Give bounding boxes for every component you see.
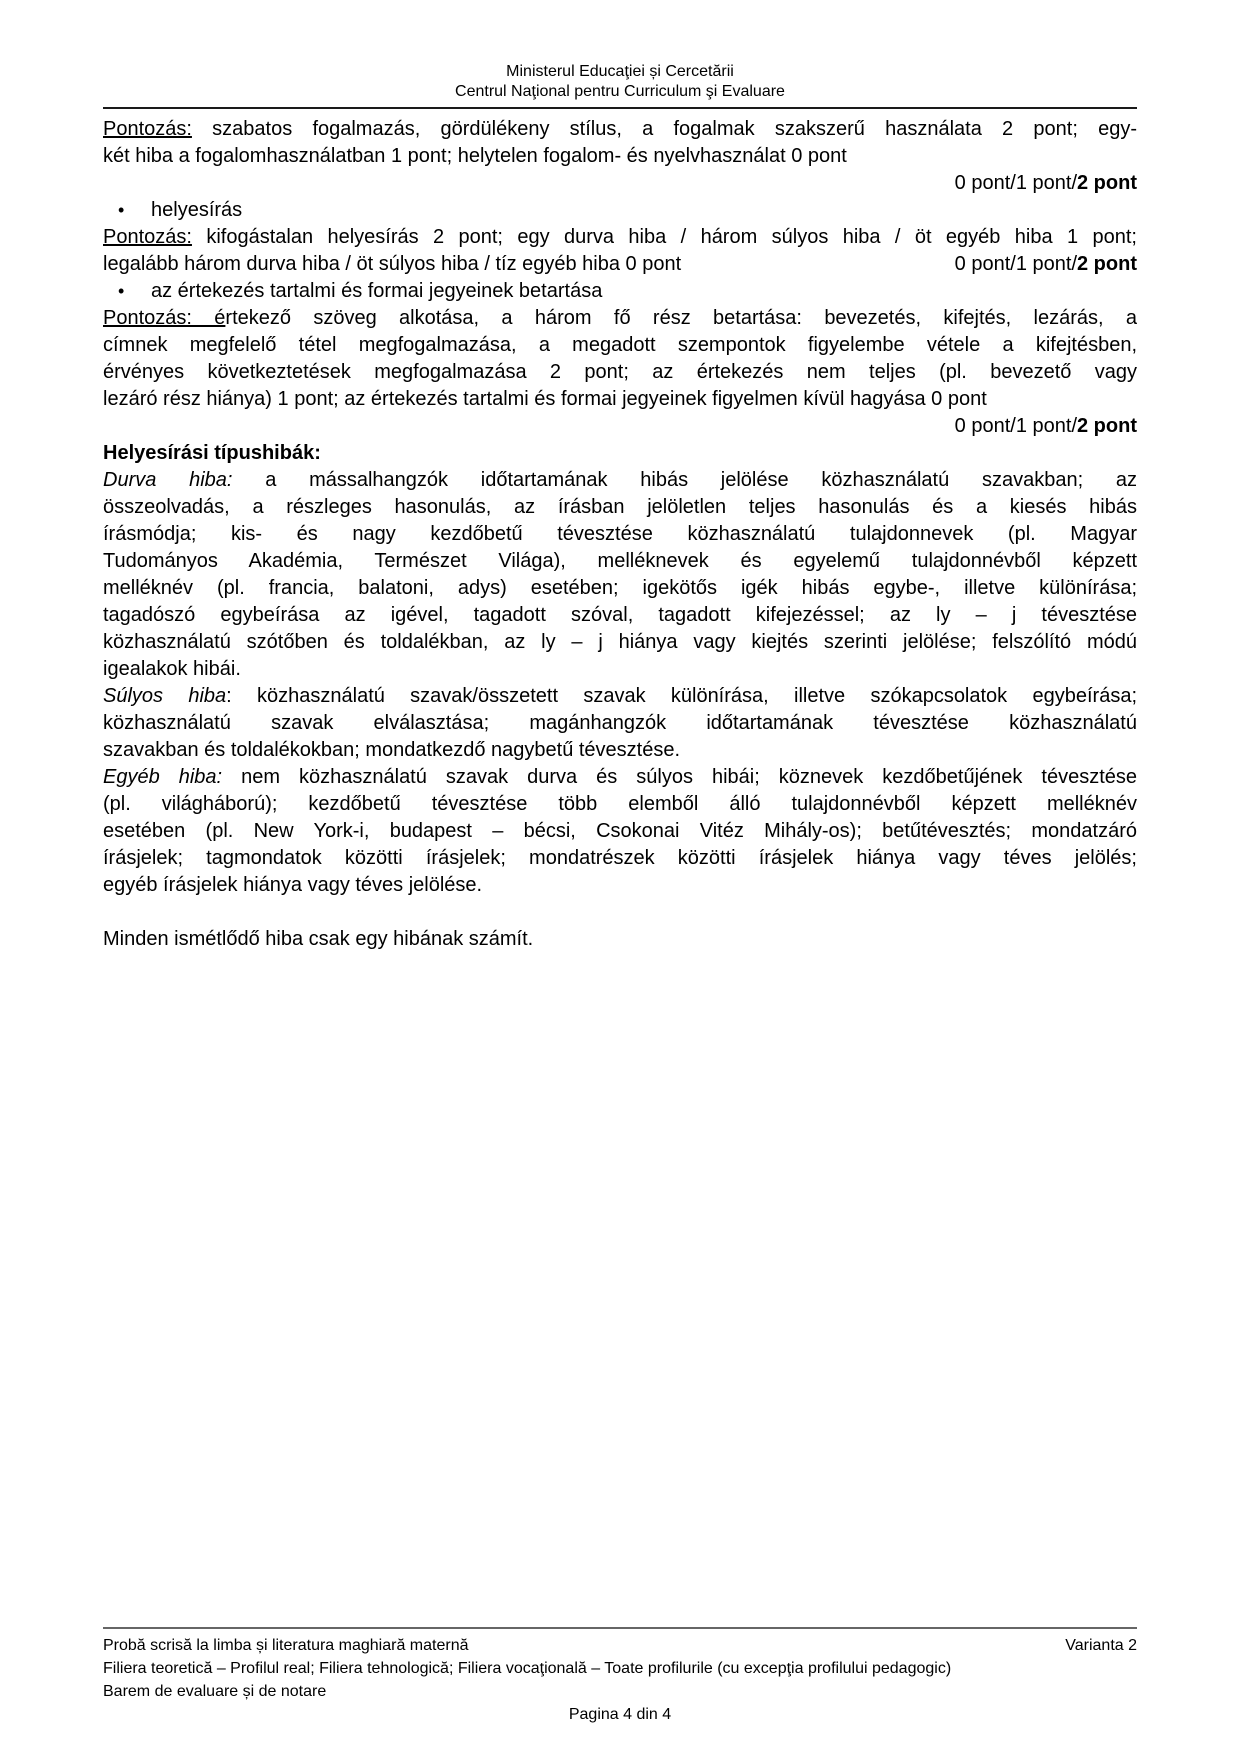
text-line — [103, 332, 1137, 359]
bullet-icon: • — [118, 281, 125, 301]
text-line — [103, 386, 1137, 413]
text-line — [103, 251, 1137, 278]
text-line — [103, 872, 1137, 899]
text-segment: írásmódja; kis- és nagy kezdőbetű tévesztése közhasználatú tulajdonnevek (pl. Magyar — [103, 523, 1137, 545]
page-header — [103, 0, 1137, 102]
page-content — [103, 0, 1137, 953]
text-segment: Súlyos hiba — [103, 685, 227, 707]
barem-line: Barem de evaluare și de notare — [103, 1683, 327, 1700]
filiera-line: Filiera teoretică – Profilul real; Filiera tehnologică; Filiera vocaţională – Toate profilurile (cu excepţia profilului pedagogic) — [103, 1660, 952, 1677]
text-segment: összeolvadás, a részleges hasonulás, az írásban jelöletlen teljes hasonulás és a kiesés hibás — [103, 496, 1137, 518]
text-line — [103, 494, 1137, 521]
text-line — [103, 710, 1137, 737]
text-line — [103, 305, 1137, 332]
text-segment: melléknév (pl. francia, balatoni, adys) esetében; igekötős igék hibás egybe-, illetve különírása; — [103, 577, 1137, 599]
score-line — [103, 413, 1137, 440]
text-line — [103, 224, 1137, 251]
text-segment: közhasználatú szótőben és toldalékban, az ly – j hiánya vagy kiejtés szerinti jelölése; felszólító módú — [103, 631, 1137, 653]
text-line — [103, 791, 1137, 818]
blank-line — [103, 899, 1137, 926]
text-segment: 2 pont — [1077, 172, 1137, 194]
text-segment: Durva hiba: — [103, 469, 233, 491]
bullet-line — [103, 197, 1137, 224]
exam-title: Probă scrisă la limba și literatura maghiară maternă — [103, 1637, 469, 1654]
text-line — [103, 818, 1137, 845]
text-line — [103, 440, 1137, 467]
footer-title-row — [103, 1634, 1137, 1657]
text-segment: szavakban és toldalékokban; mondatkezdő nagybetű tévesztése. — [103, 739, 681, 761]
text-segment: 0 pont/1 pont/ — [954, 172, 1077, 194]
bullet-icon: • — [118, 200, 125, 220]
text-segment: rtekező szöveg alkotása, a három fő rész betartása: bevezetés, kifejtés, lezárás, a — [225, 307, 1138, 329]
text-line — [103, 656, 1137, 683]
text-line — [103, 521, 1137, 548]
bullet-line — [103, 278, 1137, 305]
text-segment: érvényes következtetések megfogalmazása 2 pont; az értekezés nem teljes (pl. bevezető vagy — [103, 361, 1137, 383]
page-number: Pagina 4 din 4 — [568, 1706, 672, 1723]
text-line — [103, 143, 1137, 170]
text-segment: Pontozás: é — [103, 307, 226, 329]
text-segment: egyéb írásjelek hiánya vagy téves jelölése. — [103, 874, 483, 896]
text-segment: igealakok hibái. — [103, 658, 241, 680]
text-segment: 2 pont — [1077, 253, 1137, 275]
text-segment: 0 pont/1 pont/ — [954, 415, 1077, 437]
text-line — [103, 548, 1137, 575]
text-segment: nem közhasználatú szavak durva és súlyos hibái; köznevek kezdőbetűjének tévesztése — [222, 766, 1137, 788]
text-line — [103, 467, 1137, 494]
text-line — [103, 629, 1137, 656]
text-segment: Tudományos Akadémia, Természet Világa), melléknevek és egyelemű tulajdonnévből képzett — [103, 550, 1137, 572]
text-line — [103, 764, 1137, 791]
footer-divider — [103, 1627, 1137, 1629]
text-segment: : közhasználatú szavak/összetett szavak különírása, illetve szókapcsolatok egybeírása; — [226, 685, 1137, 707]
text-segment: lezáró rész hiánya) 1 pont; az értekezés tartalmi és formai jegyeinek figyelmen kívül hagyása 0 pont — [103, 388, 987, 410]
text-segment: 2 pont — [1077, 415, 1137, 437]
text-segment: Pontozás: — [103, 226, 192, 248]
text-line — [103, 845, 1137, 872]
text-segment: Pontozás: — [103, 118, 192, 140]
text-segment: Minden ismétlődő hiba csak egy hibának számít. — [103, 928, 534, 950]
text-segment: a mássalhangzók időtartamának hibás jelölése közhasználatú szavakban; az — [232, 469, 1137, 491]
text-line — [103, 116, 1137, 143]
page-footer — [103, 1627, 1137, 1726]
document-body — [103, 116, 1137, 953]
text-segment: Helyesírási típushibák: — [103, 442, 321, 464]
text-segment: esetében (pl. New York-i, budapest – bécsi, Csokonai Vitéz Mihály-os); betűtévesztés; mondatzáró — [103, 820, 1137, 842]
score-text — [955, 251, 1137, 278]
text-segment: tagadószó egybeírása az igével, tagadott szóval, tagadott kifejezéssel; az ly – j tévesztése — [103, 604, 1137, 626]
variant-label: Varianta 2 — [1065, 1637, 1137, 1654]
text-line — [103, 575, 1137, 602]
text-segment: két hiba a fogalomhasználatban 1 pont; helytelen fogalom- és nyelvhasználat 0 pont — [103, 145, 847, 167]
text-line — [103, 602, 1137, 629]
institution-title: Centrul Naţional pentru Curriculum şi Evaluare — [455, 83, 785, 100]
ministry-title: Ministerul Educaţiei și Cercetării — [506, 63, 734, 80]
text-line — [103, 737, 1137, 764]
header-divider — [103, 107, 1137, 109]
line-left-text — [103, 251, 681, 278]
text-line — [103, 926, 1137, 953]
text-line — [103, 683, 1137, 710]
text-segment: 0 pont/1 pont/ — [954, 253, 1077, 275]
text-line — [103, 359, 1137, 386]
text-segment: címnek megfelelő tétel megfogalmazása, a megadott szempontok figyelembe vétele a kifejtésben, — [103, 334, 1137, 356]
text-segment: legalább három durva hiba / öt súlyos hiba / tíz egyéb hiba 0 pont — [103, 253, 682, 275]
score-line — [103, 170, 1137, 197]
text-segment: közhasználatú szavak elválasztása; magánhangzók időtartamának tévesztése közhasználatú — [103, 712, 1137, 734]
text-segment: írásjelek; tagmondatok közötti írásjelek; mondatrészek közötti írásjelek hiánya vagy téves jelölés; — [103, 847, 1137, 869]
text-segment: helyesírás — [151, 199, 243, 221]
text-segment: (pl. világháború); kezdőbetű tévesztése több elemből álló tulajdonnévből képzett melléknév — [103, 793, 1137, 815]
text-segment: szabatos fogalmazás, gördülékeny stílus, a fogalmak szakszerű használata 2 pont; egy- — [191, 118, 1137, 140]
text-segment: az értekezés tartalmi és formai jegyeinek betartása — [151, 280, 603, 302]
text-segment: Egyéb hiba: — [103, 766, 223, 788]
text-segment: kifogástalan helyesírás 2 pont; egy durva hiba / három súlyos hiba / öt egyéb hiba 1 pont; — [191, 226, 1137, 248]
